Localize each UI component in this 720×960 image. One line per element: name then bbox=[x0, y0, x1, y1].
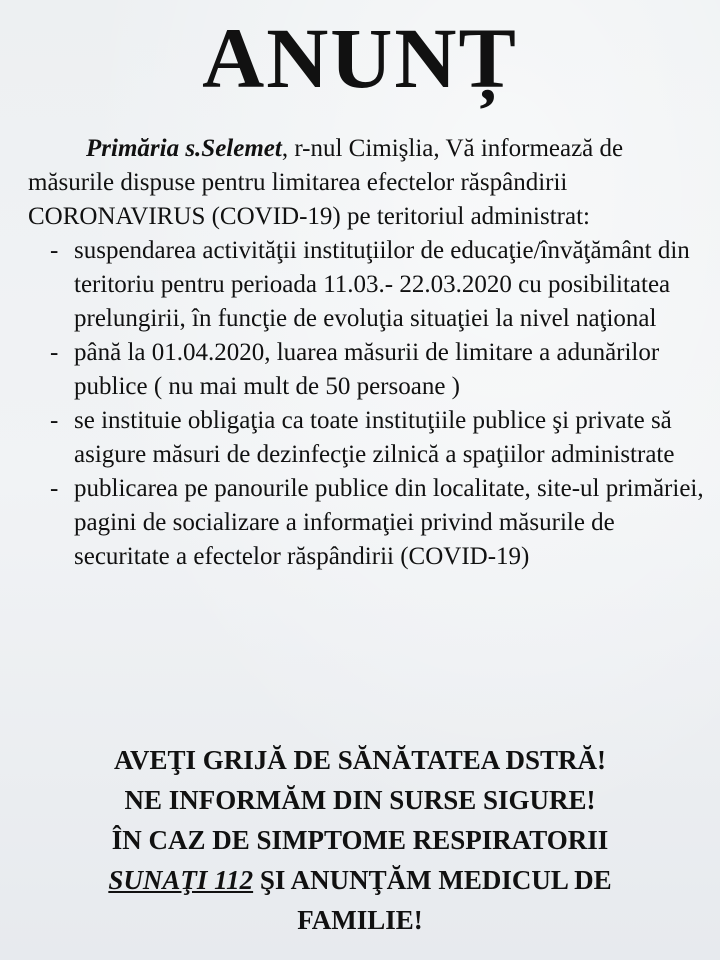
measure-text: se instituie obligaţia ca toate instituţiile publice şi private să asigure măsuri de dezinfecţie zilnică a spaţiilor administrate bbox=[74, 407, 675, 468]
dash-bullet: - bbox=[50, 475, 59, 502]
measure-item bbox=[28, 404, 708, 472]
closing-line: ÎN CAZ DE SIMPTOME RESPIRATORII bbox=[111, 825, 609, 855]
notice-body bbox=[28, 132, 708, 574]
closing-line: NE INFORMĂM DIN SURSE SIGURE! bbox=[124, 785, 596, 815]
dash-bullet: - bbox=[50, 339, 59, 366]
closing-message bbox=[0, 740, 720, 940]
closing-line bbox=[0, 860, 720, 900]
closing-line-rest: ŞI ANUNŢĂM MEDICUL DE bbox=[253, 865, 612, 895]
notice-title: ANUNȚ bbox=[202, 10, 518, 106]
closing-line: AVEŢI GRIJĂ DE SĂNĂTATEA DSTRĂ! bbox=[113, 745, 607, 775]
measure-item bbox=[28, 234, 708, 336]
intro-paragraph bbox=[28, 132, 708, 234]
measure-item bbox=[28, 472, 708, 574]
intro-text: , r-nul Cimişlia, Vă informează de măsurile dispuse pentru limitarea efectelor răspândirii CORONAVIRUS (COVID-19) pe teritoriul administrat: bbox=[28, 135, 624, 230]
measure-item bbox=[28, 336, 708, 404]
dash-bullet: - bbox=[50, 407, 59, 434]
emergency-number: SUNAŢI 112 bbox=[108, 865, 254, 895]
measure-text: până la 01.04.2020, luarea măsurii de limitare a adunărilor publice ( nu mai mult de 50 persoane ) bbox=[74, 339, 660, 400]
measure-text: publicarea pe panourile publice din localitate, site-ul primăriei, pagini de socializare a informaţiei privind măsurile de securitate a efectelor răspândirii (COVID-19) bbox=[74, 475, 704, 570]
issuer-name: Primăria s.Selemet bbox=[86, 135, 282, 162]
measure-text: suspendarea activităţii instituţiilor de educaţie/învăţământ din teritoriu pentru perioada 11.03.- 22.03.2020 cu posibilitatea prelungirii, în funcţie de evoluţia situaţiei la nivel naţional bbox=[74, 237, 690, 332]
closing-line: FAMILIE! bbox=[297, 905, 423, 935]
dash-bullet: - bbox=[50, 237, 59, 264]
measures-list bbox=[28, 234, 708, 574]
